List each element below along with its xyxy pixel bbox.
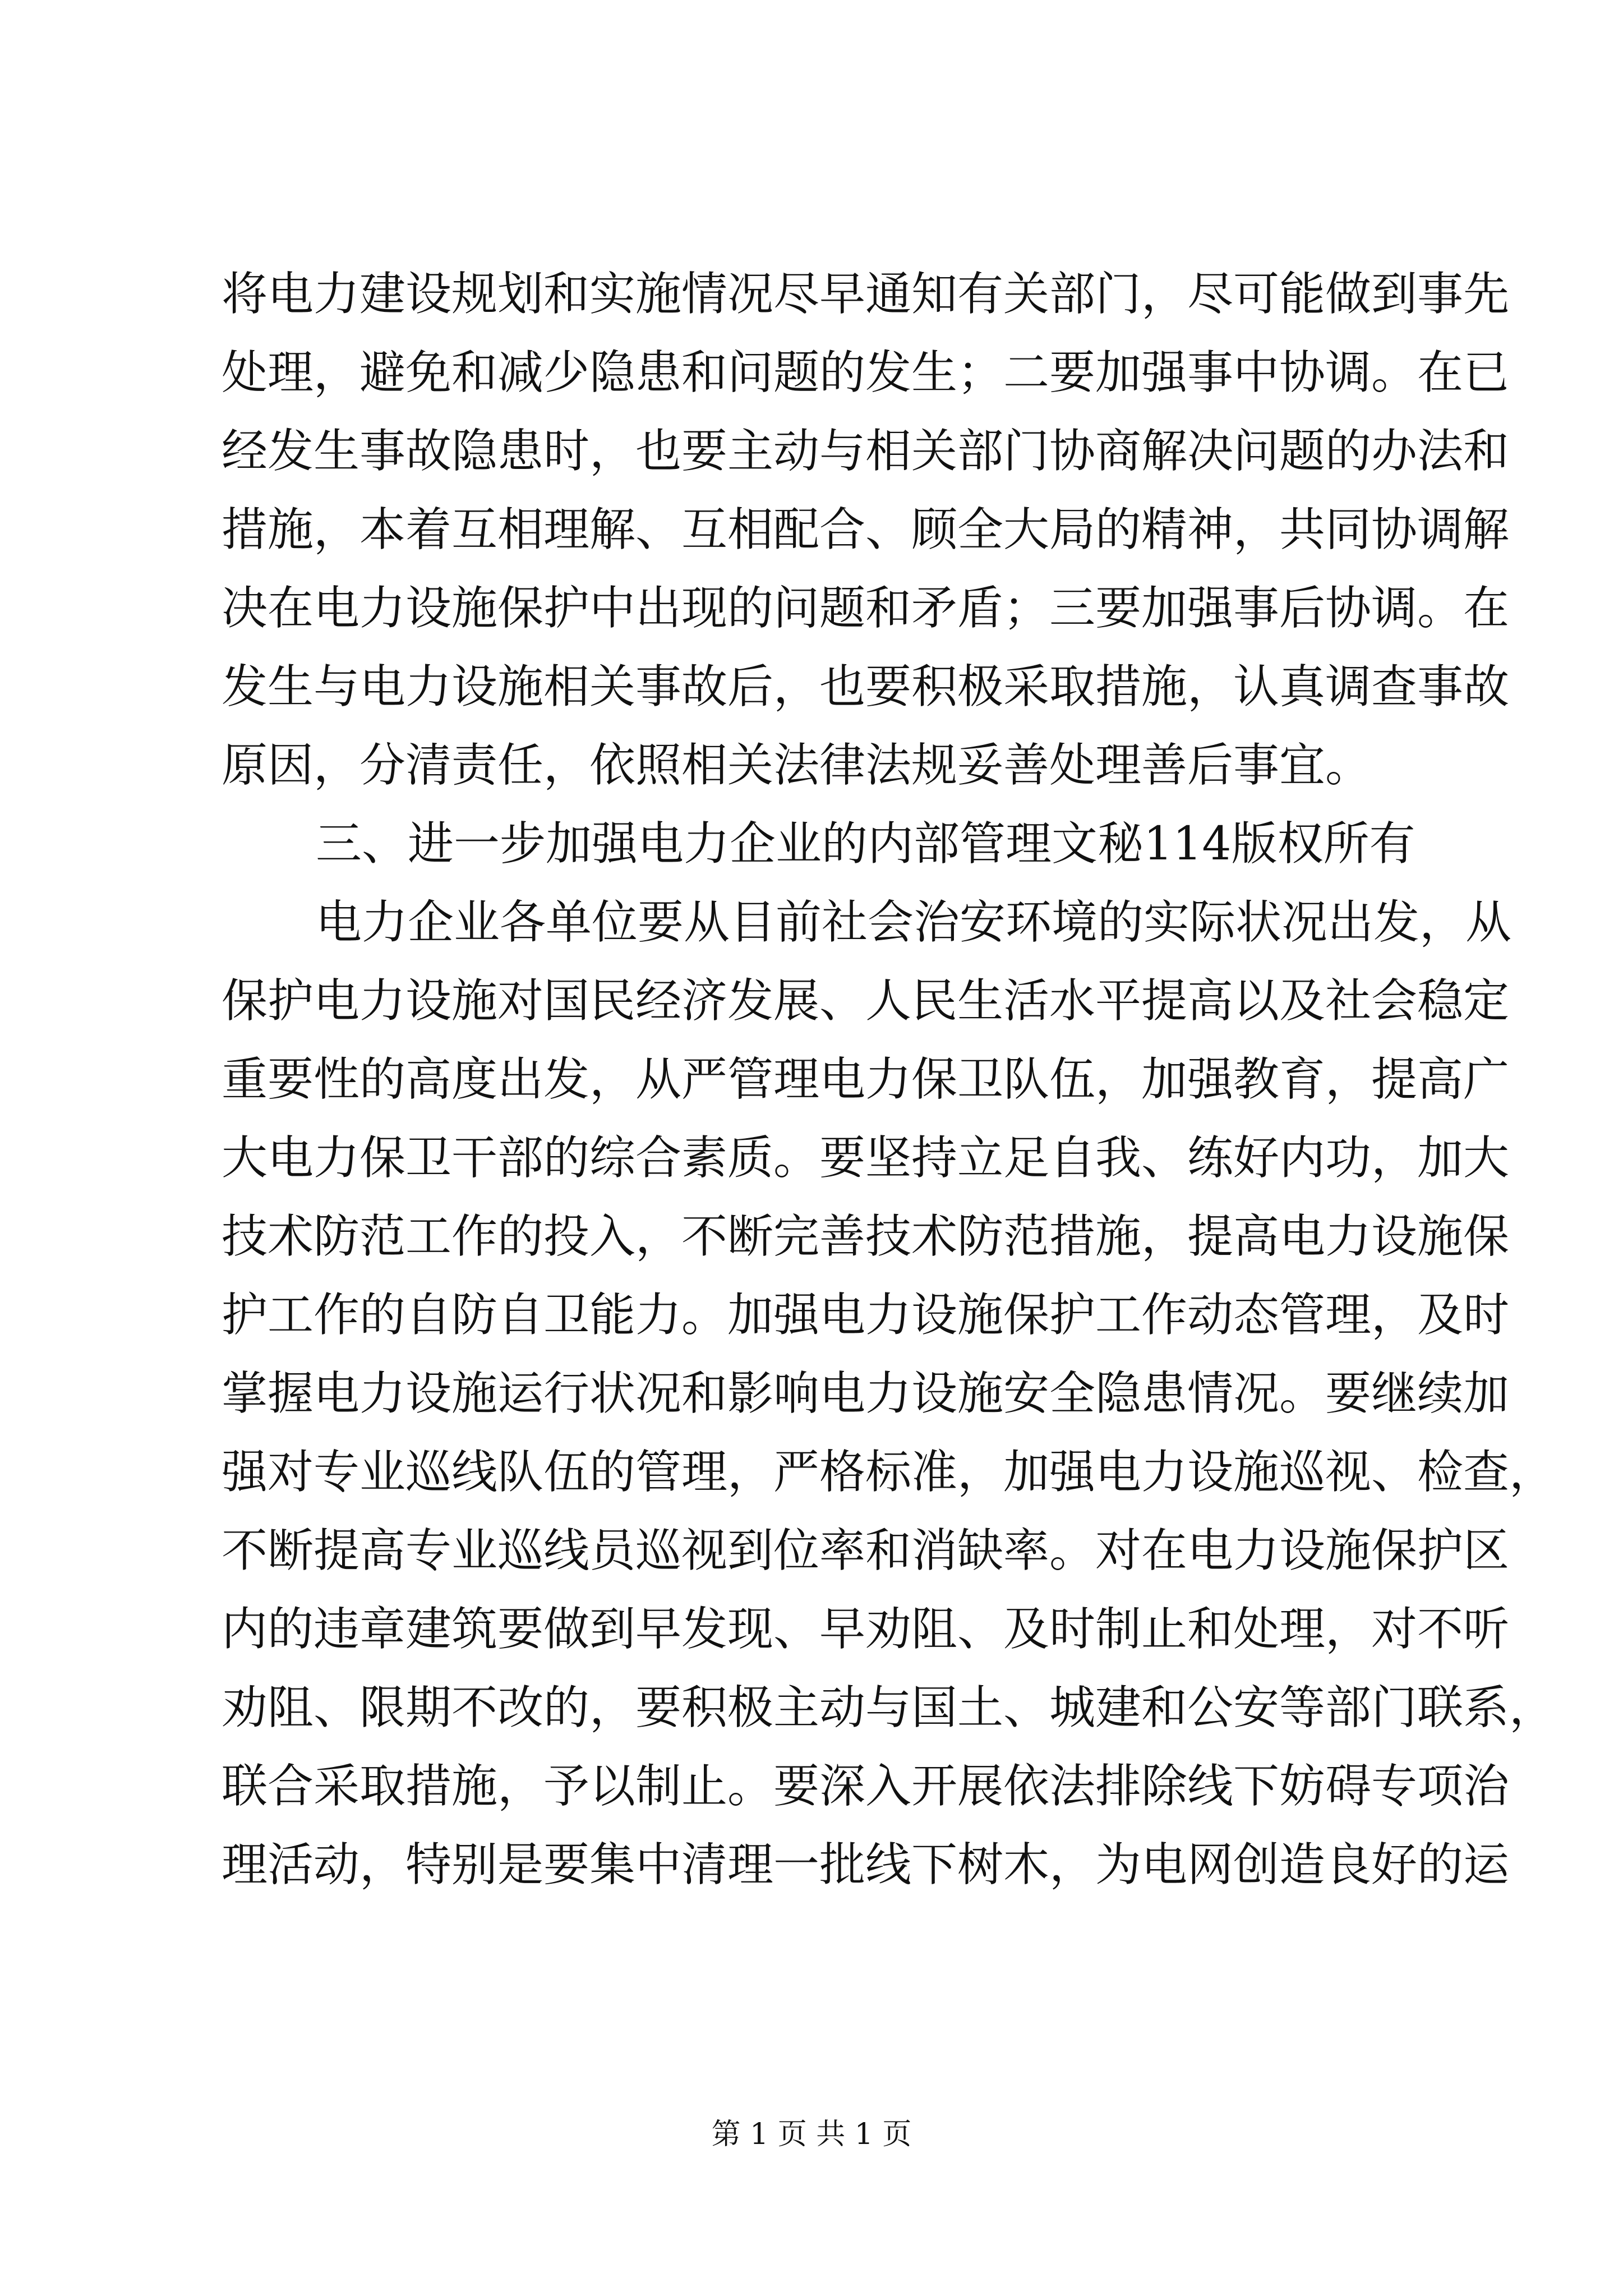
text-line: 技术防范工作的投入，不断完善技术防范措施，提高电力设施保: [222, 1210, 1510, 1263]
text-line: 护工作的自防自卫能力。加强电力设施保护工作动态管理，及时: [222, 1289, 1510, 1342]
text-line: 理活动，特别是要集中清理一批线下树木，为电网创造良好的运: [222, 1838, 1510, 1892]
text-line: 不断提高专业巡线员巡视到位率和消缺率。对在电力设施保护区: [222, 1524, 1510, 1577]
text-line: 将电力建设规划和实施情况尽早通知有关部门，尽可能做到事先: [222, 268, 1510, 321]
text-line: 措施，本着互相理解、互相配合、顾全大局的精神，共同协调解: [222, 503, 1510, 556]
document-body: [222, 255, 1556, 1904]
text-line: 保护电力设施对国民经济发展、人民生活水平提高以及社会稳定: [222, 974, 1510, 1028]
text-line: 经发生事故隐患时，也要主动与相关部门协商解决问题的办法和: [222, 425, 1510, 478]
text-line: 大电力保卫干部的综合素质。要坚持立足自我、练好内功，加大: [222, 1131, 1510, 1185]
text-line: 联合采取措施，予以制止。要深入开展依法排除线下妨碍专项治: [222, 1760, 1510, 1813]
text-line: 重要性的高度出发，从严管理电力保卫队伍，加强教育，提高广: [222, 1053, 1510, 1106]
text-line: 强对专业巡线队伍的管理，严格标准，加强电力设施巡视、检查，: [222, 1446, 1556, 1499]
section-heading: 三、进一步加强电力企业的内部管理文秘114版权所有: [316, 817, 1415, 871]
text-line: 内的违章建筑要做到早发现、早劝阻、及时制止和处理，对不听: [222, 1603, 1510, 1656]
text-line: 电力企业各单位要从目前社会治安环境的实际状况出发，从: [316, 896, 1512, 949]
text-line: 掌握电力设施运行状况和影响电力设施安全隐患情况。要继续加: [222, 1367, 1510, 1420]
text-line: 决在电力设施保护中出现的问题和矛盾；三要加强事后协调。在: [222, 582, 1510, 635]
text-line: 发生与电力设施相关事故后，也要积极采取措施，认真调查事故: [222, 660, 1510, 714]
text-line: 劝阻、限期不改的，要积极主动与国土、城建和公安等部门联系，: [222, 1681, 1556, 1734]
text-line: 原因，分清责任，依照相关法律法规妥善处理善后事宜。: [222, 739, 1372, 792]
page-number-footer: 第 1 页 共 1 页: [711, 2118, 912, 2151]
text-line: 处理，避免和减少隐患和问题的发生；二要加强事中协调。在已: [222, 346, 1510, 399]
